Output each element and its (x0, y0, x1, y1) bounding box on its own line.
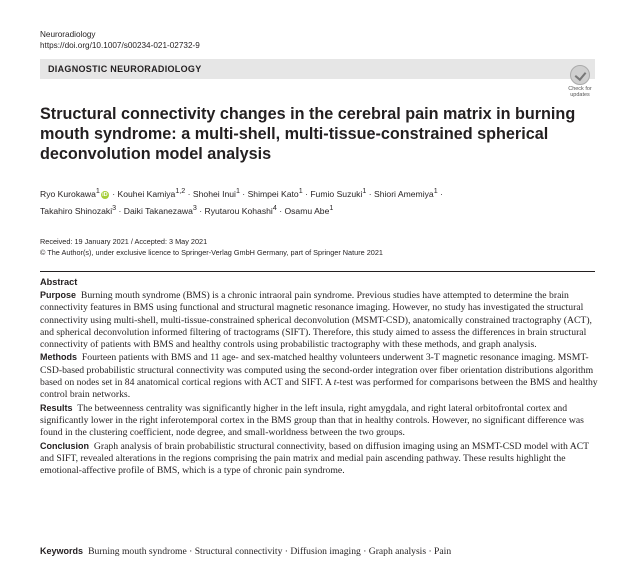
author-name: Osamu Abe (284, 205, 330, 216)
author-name: Shohei Inui (192, 188, 236, 199)
check-updates-icon (570, 65, 590, 85)
check-updates-label: Check for updates (568, 86, 592, 98)
abstract-purpose: Purpose Burning mouth syndrome (BMS) is a chronic intraoral pain syndrome. Previous studies have attempted to determine the brain connectivity features in BMS using functional and structural magnetic resonance imaging. However, no study has investigated the structural connectivity using multi-shell, multi-tissue-constrained spherical deconvolution (MSMT-CSD), anatomically constrained tractography (ACT), and spherical deconvolution informed filtering of tractograms (SIFT). Therefore, this study aimed to assess the differences in brain structural connectivity of patients with BMS and healthy controls using probabilistic tractography with these methods, and graph analysis. (40, 290, 592, 351)
author-name: Fumio Suzuki (310, 188, 363, 199)
keywords-list: Burning mouth syndrome · Structural connectivity · Diffusion imaging · Graph analysis · Pain (88, 546, 452, 557)
section-banner: DIAGNOSTIC NEURORADIOLOGY (40, 59, 595, 79)
keywords (40, 545, 600, 558)
methods-label: Methods (40, 352, 77, 363)
abstract-methods: Methods Fourteen patients with BMS and 11 age- and sex-matched healthy volunteers underwent 3-T magnetic resonance imaging. MSMT-CSD-based probabilistic structural connectivity was computed using the second-order integration over fiber orientation distributions algorithm based on nodes set in 84 anatomical cortical regions with ACT and SIFT. A t-test was performed for comparisons between the BMS and healthy control brain networks. (40, 352, 598, 401)
check-for-updates-badge[interactable] (564, 65, 596, 99)
author-name: Kouhei Kamiya (117, 188, 176, 199)
purpose-label: Purpose (40, 290, 77, 300)
author-name: Ryo Kurokawa (40, 188, 96, 199)
article-title: Structural connectivity changes in the cerebral pain matrix in burning mouth syndrome: a multi-shell, multi-tissue-constrained spherical deconvolution model analysis (40, 105, 576, 163)
results-label: Results (40, 402, 73, 413)
journal-name: Neuroradiology (40, 30, 96, 39)
author-affiliation: 1 (95, 187, 100, 195)
abstract-results: Results The betweenness centrality was significantly higher in the left insula, right amygdala, and right lateral orbitofrontal cortex and significantly lower in the right inferotemporal cortex in the BMS group than that in healthy controls. However, no significant difference was found in the clustering coefficient, node degree, and small-worldness between the two groups. (40, 402, 584, 439)
conclusion-label: Conclusion (40, 440, 89, 451)
copyright-notice: © The Author(s), under exclusive licence to Springer-Verlag GmbH Germany, part of Springer Nature 2021 (40, 248, 383, 257)
author-name: Takahiro Shinozaki (40, 205, 113, 216)
abstract-section (40, 276, 598, 477)
received-accepted-dates: Received: 19 January 2021 / Accepted: 3 May 2021 (40, 237, 208, 246)
author-name: Daiki Takanezawa (123, 205, 193, 216)
author-name: Shimpei Kato (247, 188, 299, 199)
abstract-heading: Abstract (40, 277, 78, 287)
orcid-icon[interactable]: iD (102, 191, 108, 198)
author-name: Shiori Amemiya (374, 188, 434, 199)
author-list: Ryo Kurokawa$^1$ iD · Kouhei Kamiya$^{1,2}$ · Shohei Inui$^1$ · Shimpei Kato$^1$ · Fumio Suzuki$^1$ · Shiori Amemiya$^1$ · Takahiro Shinozaki$^3$ · Daiki Takanezawa$^3$ · Ryutarou Kohashi$^4$ · Osamu Abe$^1$ (40, 187, 443, 216)
doi-link[interactable]: https://doi.org/10.1007/s00234-021-02732-9 (40, 41, 200, 50)
keywords-label: Keywords (40, 546, 84, 556)
author-name: Ryutarou Kohashi (204, 205, 273, 216)
divider (40, 271, 595, 272)
abstract-conclusion: Conclusion Graph analysis of brain probabilistic structural connectivity, based on diffusion imaging using an MSMT-CSD model with ACT and SIFT, revealed alterations in the regions comprising the pain matrix and medial pain ascending pathway. These results highlight the emotional-affective profile of BMS, which is a type of chronic pain syndrome. (40, 440, 589, 477)
